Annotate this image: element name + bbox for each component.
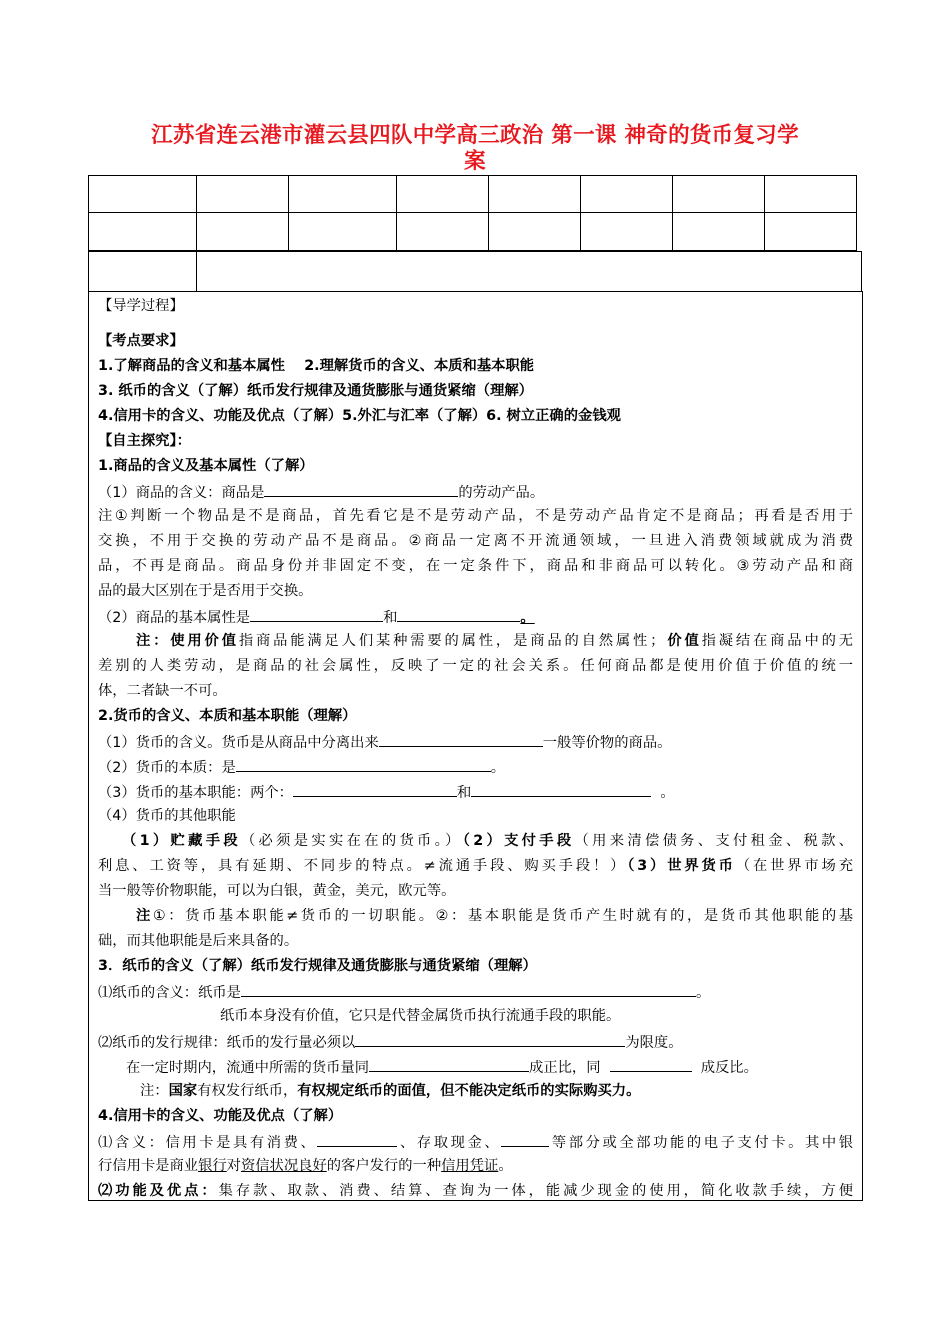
- s2-question-1: [98, 732, 853, 752]
- fill-blank[interactable]: [397, 607, 520, 622]
- text: 。: [695, 985, 711, 1001]
- text: ⑴含义：信用卡是具有消费、: [98, 1135, 318, 1151]
- text: 注: [136, 908, 153, 924]
- text: （1）贮藏手段: [122, 833, 241, 849]
- text: 等部分或全部功能的电子支付卡。其中银: [549, 1135, 854, 1151]
- text: （1）货币的含义。货币是从商品中分离出来: [98, 735, 379, 751]
- text: 信用凭证: [441, 1158, 499, 1174]
- text: （必须是实实在在的货币。）: [240, 833, 463, 849]
- grid-cell: [397, 213, 489, 251]
- self-explore-heading: 【自主探究】：: [98, 433, 191, 449]
- text: 一般等价物的商品。: [542, 735, 672, 751]
- s1-note-1: 注①判断一个物品是不是商品，首先看它是不是劳动产品，不是劳动产品肯定不是商品；再看是否用于: [98, 508, 853, 524]
- header-row-2: [89, 213, 857, 251]
- text: 为限度。: [625, 1035, 683, 1051]
- grid-cell: [89, 213, 197, 251]
- grid-cell: [581, 176, 673, 213]
- text: 有权发行纸币，: [197, 1083, 298, 1099]
- s4-question-1: [98, 1132, 853, 1152]
- text: 成反比。: [700, 1060, 758, 1076]
- requirement-1: 1.了解商品的含义和基本属性 2.理解货币的含义、本质和基本职能: [98, 358, 535, 374]
- text: 和: [383, 610, 398, 626]
- s3-question-1: [98, 982, 853, 1002]
- s2-question-2: [98, 757, 853, 777]
- text: 的客户发行的一种: [326, 1158, 442, 1174]
- header-grid: [88, 175, 857, 251]
- s1-note-4: 品的最大区别在于是否用于交换。: [98, 583, 313, 599]
- section-4-heading: 4.信用卡的含义、功能及优点（了解）: [98, 1108, 343, 1124]
- grid-cell: [489, 213, 581, 251]
- text: （3）货币的基本职能：两个：: [98, 785, 293, 801]
- s2-functions-2: [98, 857, 853, 875]
- fill-blank[interactable]: [317, 1132, 397, 1147]
- s1-zhu-3: 体，二者缺一不可。: [98, 683, 227, 699]
- section-3-heading: 3．纸币的含义（了解）纸币发行规律及通货膨胀与通货紧缩（理解）: [98, 958, 537, 974]
- grid-cell: [197, 213, 289, 251]
- title-line-1: 江苏省连云港市灌云县四队中学高三政治 第一课 神奇的货币复习学: [151, 123, 799, 148]
- s4-question-2: [98, 1157, 853, 1175]
- grid-cell: [289, 213, 397, 251]
- s3-question-3: [98, 1057, 853, 1077]
- s1-note-3: 品，不再是商品。商品身份并非固定不变，在一定条件下，商品和非商品可以转化。③劳动产品和商: [98, 558, 853, 574]
- exam-requirements-heading: 【考点要求】: [98, 333, 184, 349]
- text: 。: [660, 785, 675, 801]
- header-row-1: [89, 176, 857, 213]
- text: ①：货币基本职能≠货币的一切职能。②：基本职能是货币产生时就有的，是货币其他职能的基: [152, 908, 854, 924]
- text: 价值: [664, 633, 702, 649]
- fill-blank[interactable]: [250, 607, 383, 622]
- fill-blank[interactable]: [369, 1057, 529, 1072]
- text: 。: [490, 760, 506, 776]
- fill-blank[interactable]: [471, 782, 651, 797]
- s1-zhu-1: [98, 632, 853, 650]
- s1-note-2: 交换，不用于交换的劳动产品不是商品。②商品一定离不开流通领域，一旦进入消费领域就成为消费: [98, 533, 853, 549]
- fill-blank[interactable]: [236, 757, 491, 772]
- requirement-2: 3. 纸币的含义（了解）纸币发行规律及通货膨胀与通货紧缩（理解）: [98, 383, 533, 399]
- text: （在世界市场充: [735, 858, 853, 874]
- text: 利息、工资等，具有延期、不同步的特点。≠流通手段、购买手段！）: [98, 858, 628, 874]
- text: （用来清偿债务、支付租金、税款、: [574, 833, 853, 849]
- text: 资信状况良好: [240, 1158, 327, 1174]
- s2-functions-1: [98, 832, 853, 850]
- s1-question-2: [98, 607, 853, 627]
- s3-explanation: 纸币本身没有价值，它只是代替金属货币执行流通手段的职能。: [220, 1008, 621, 1024]
- fill-blank[interactable]: [264, 482, 458, 497]
- grid-cell: [197, 176, 289, 213]
- text: （2）支付手段: [462, 833, 575, 849]
- s3-question-2: [98, 1032, 853, 1052]
- text: 注：: [136, 633, 171, 649]
- header-grid-row-3: [88, 251, 862, 292]
- s2-note-1: [98, 907, 853, 925]
- text: （2）商品的基本属性是: [98, 610, 251, 626]
- grid-cell: [89, 176, 197, 213]
- text: 国家: [168, 1083, 198, 1099]
- text: 有权规定纸币的面值，但不能决定纸币的实际购买力。: [297, 1083, 641, 1099]
- grid-cell: [197, 252, 862, 292]
- fill-blank[interactable]: [379, 732, 543, 747]
- guide-heading: 【导学过程】: [98, 298, 184, 314]
- s2-functions-3: 当一般等价物职能，可以为白银，黄金，美元，欧元等。: [98, 883, 456, 899]
- grid-cell: [673, 176, 765, 213]
- text: ⑵功能及优点：: [98, 1183, 219, 1199]
- text: 指商品能满足人们某种需要的属性，是商品的自然属性；: [238, 633, 665, 649]
- grid-cell: [581, 213, 673, 251]
- grid-cell: [765, 176, 857, 213]
- fill-blank[interactable]: [293, 782, 457, 797]
- text: 。: [498, 1158, 513, 1174]
- text: 在一定时期内，流通中所需的货币量同: [126, 1060, 370, 1076]
- grid-cell: [397, 176, 489, 213]
- text: 、存取现金、: [397, 1135, 502, 1151]
- text: 的劳动产品。: [458, 485, 545, 501]
- fill-blank[interactable]: [610, 1057, 692, 1072]
- text: 和: [456, 785, 472, 801]
- grid-cell: [89, 252, 197, 292]
- grid-cell: [489, 176, 581, 213]
- grid-cell: [289, 176, 397, 213]
- s3-note: [98, 1082, 853, 1100]
- text: 行信用卡是商业: [98, 1158, 199, 1174]
- content-box: [88, 291, 863, 1201]
- text: ⑵纸币的发行规律：纸币的发行量必须以: [98, 1035, 356, 1051]
- grid-cell: [765, 213, 857, 251]
- section-2-heading: 2.货币的含义、本质和基本职能（理解）: [98, 708, 357, 724]
- s2-note-2: 础，而其他职能是后来具备的。: [98, 933, 299, 949]
- s4-question-3: [98, 1182, 853, 1200]
- text: （1）商品的含义：商品是: [98, 485, 265, 501]
- fill-blank[interactable]: [241, 982, 696, 997]
- text: （2）货币的本质：是: [98, 760, 236, 776]
- s1-zhu-2: 差别的人类劳动，是商品的社会属性，反映了一定的社会关系。任何商品都是使用价值于价值的统一: [98, 658, 853, 674]
- s2-question-4: （4）货币的其他职能: [98, 808, 236, 824]
- page-title: [88, 123, 862, 175]
- text: 成正比，同: [529, 1060, 601, 1076]
- s1-question-1: [98, 482, 853, 502]
- text: 使用价值: [170, 633, 239, 649]
- grid-cell: [673, 213, 765, 251]
- fill-blank[interactable]: [355, 1032, 625, 1047]
- text: （3）世界货币: [627, 858, 736, 874]
- text: 注：: [140, 1083, 169, 1099]
- text: 对: [226, 1158, 241, 1174]
- text: 。: [520, 610, 535, 626]
- text: ⑴纸币的含义：纸币是: [98, 985, 241, 1001]
- requirement-3: 4.信用卡的含义、功能及优点（了解）5.外汇与汇率（了解）6. 树立正确的金钱观: [98, 408, 621, 424]
- text: 指凝结在商品中的无: [701, 633, 854, 649]
- text: 集存款、取款、消费、结算、查询为一体，能减少现金的使用，简化收款手续，方便: [218, 1183, 854, 1199]
- s2-question-3: [98, 782, 853, 802]
- title-line-2: 案: [464, 149, 486, 174]
- section-1-heading: 1.商品的含义及基本属性（了解）: [98, 458, 314, 474]
- fill-blank[interactable]: [501, 1132, 549, 1147]
- text: 银行: [198, 1158, 227, 1174]
